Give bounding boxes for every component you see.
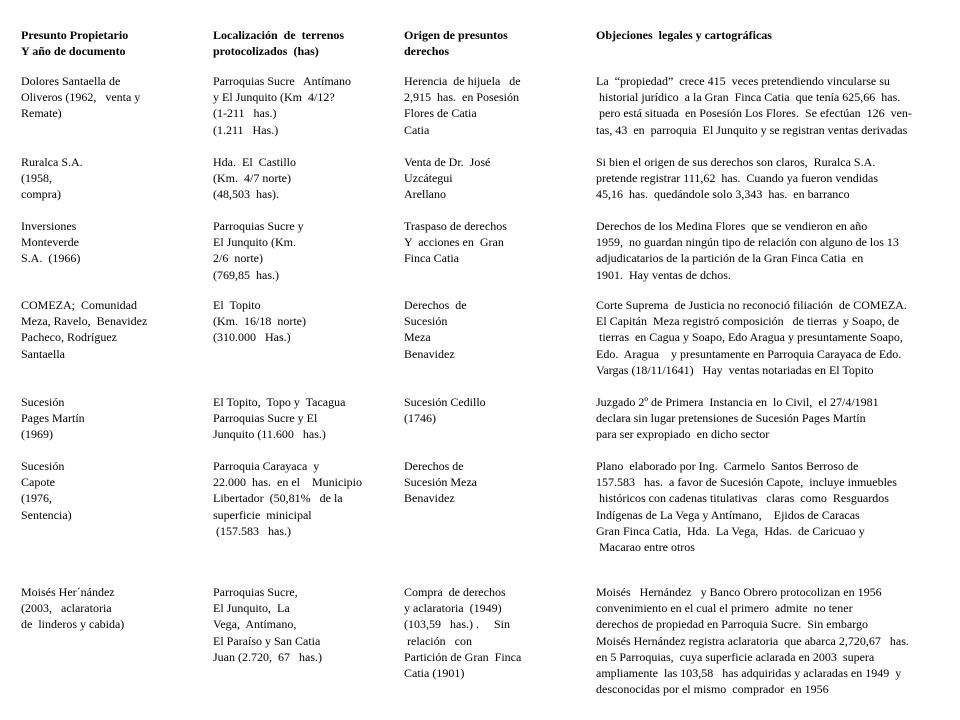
header-objections-line: Objeciones legales y cartográficas bbox=[596, 28, 772, 42]
row-7-owner-line: (2003, aclaratoria bbox=[21, 601, 112, 616]
row-1-location-line: (1-211 has.) bbox=[213, 106, 277, 121]
row-4-origin-line: Meza bbox=[404, 330, 431, 345]
row-1-objections-line: historial jurídico a la Gran Finca Catia que tenía 625,66 has. bbox=[596, 90, 901, 105]
row-2-owner-line: compra) bbox=[21, 187, 61, 202]
header-location-line: protocolizados (has) bbox=[213, 44, 319, 59]
header-location bbox=[213, 27, 393, 59]
row-2-objections bbox=[596, 154, 951, 203]
row-4-origin-line: Benavidez bbox=[404, 346, 455, 361]
row-4-objections-line: Vargas (18/11/1641) Hay ventas notariadas en El Topito bbox=[596, 362, 874, 377]
row-3-objections-line: Derechos de los Medina Flores que se vendieron en año bbox=[596, 219, 868, 233]
row-1-objections-line: La “propiedad” crece 415 veces pretendiendo vincularse su bbox=[596, 74, 890, 88]
header-owner-line: Presunto Propietario bbox=[21, 28, 129, 42]
row-6-objections-line: Indígenas de La Vega y Antímano, Ejidos de Caracas bbox=[596, 507, 860, 522]
row-3-objections bbox=[596, 218, 951, 283]
row-7-origin-line: Catia (1901) bbox=[404, 665, 465, 680]
row-1-owner-line: Oliveros (1962, venta y bbox=[21, 90, 141, 105]
row-5-owner-line: Sucesión bbox=[21, 395, 65, 409]
row-4-owner bbox=[21, 297, 206, 362]
row-2-owner-line: Ruralca S.A. bbox=[21, 155, 83, 169]
header-origin-line: Origen de presuntos bbox=[404, 28, 508, 42]
row-6-owner bbox=[21, 458, 206, 523]
row-1-objections-line: tas, 43 en parroquia El Junquito y se registran ventas derivadas bbox=[596, 122, 908, 137]
row-5-objections-line: Juzgado 2º de Primera Instancia en lo Civil, el 27/4/1981 bbox=[596, 395, 879, 409]
row-4-owner-line: Santaella bbox=[21, 346, 65, 361]
row-2-origin-line: Venta de Dr. José bbox=[404, 155, 491, 169]
row-7-location-line: Juan (2.720, 67 has.) bbox=[213, 649, 322, 664]
row-4-objections-line: tierras en Cagua y Soapo, Edo Aragua y presuntamente Soapo, bbox=[596, 330, 903, 345]
header-objections bbox=[596, 27, 951, 43]
row-4-objections bbox=[596, 297, 951, 378]
row-7-origin-line: (103,59 has.) . Sin bbox=[404, 617, 510, 632]
row-5-objections-line: para ser expropiado en dicho sector bbox=[596, 427, 770, 442]
row-1-location-line: Parroquias Sucre Antímano bbox=[213, 74, 351, 88]
row-6-location-line: superficie minicipal bbox=[213, 507, 312, 522]
row-7-location-line: Parroquias Sucre, bbox=[213, 585, 298, 599]
row-7-origin-line: Compra de derechos bbox=[404, 585, 506, 599]
row-5-origin-line: (1746) bbox=[404, 411, 436, 426]
row-7-objections-line: derechos de propiedad en Parroquia Sucre. Sin embargo bbox=[596, 617, 869, 632]
row-5-owner bbox=[21, 394, 206, 443]
row-3-location-line: El Junquito (Km. bbox=[213, 235, 296, 250]
row-6-location-line: 22.000 has. en el Municipio bbox=[213, 475, 362, 490]
row-1-owner-line: Dolores Santaella de bbox=[21, 74, 121, 88]
row-3-objections-line: adjudicatarios de la partición de la Gran Finca Catia en bbox=[596, 251, 864, 266]
row-5-objections bbox=[596, 394, 951, 443]
row-6-objections-line: históricos con cadenas titulativas claras como Resguardos bbox=[596, 491, 889, 506]
row-2-origin bbox=[404, 154, 589, 203]
row-6-objections bbox=[596, 458, 951, 555]
row-4-owner-line: COMEZA; Comunidad bbox=[21, 298, 137, 312]
row-6-location-line: Parroquia Carayaca y bbox=[213, 459, 320, 473]
row-6-owner-line: Sucesión bbox=[21, 459, 65, 473]
row-6-location-line: (157.583 has.) bbox=[213, 523, 291, 538]
row-1-objections bbox=[596, 73, 951, 138]
row-5-location bbox=[213, 394, 393, 443]
row-6-location-line: Libertador (50,81% de la bbox=[213, 491, 343, 506]
row-2-origin-line: Arellano bbox=[404, 187, 446, 202]
row-1-objections-line: pero está situada en Posesión Los Flores. Se efectúan 126 ven- bbox=[596, 106, 912, 121]
row-7-location-line: El Junquito, La bbox=[213, 601, 290, 616]
row-7-objections-line: convenimiento en el cual el primero admite no tener bbox=[596, 601, 853, 616]
row-7-objections-line: ampliamente las 103,58 has adquiridas y aclaradas en 1949 y bbox=[596, 665, 902, 680]
row-1-location bbox=[213, 73, 393, 138]
row-5-location-line: El Topito, Topo y Tacagua bbox=[213, 395, 346, 409]
row-2-origin-line: Uzcátegui bbox=[404, 171, 453, 186]
row-1-location-line: (1.211 Has.) bbox=[213, 122, 279, 137]
row-2-objections-line: pretende registrar 111,62 has. Cuando ya fueron vendidas bbox=[596, 171, 879, 186]
row-6-objections-line: 157.583 has. a favor de Sucesión Capote, incluye inmuebles bbox=[596, 475, 897, 490]
row-2-location-line: (48,503 has). bbox=[213, 187, 279, 202]
row-3-objections-line: 1901. Hay ventas de dchos. bbox=[596, 267, 731, 282]
row-5-origin-line: Sucesión Cedillo bbox=[404, 395, 486, 409]
row-3-origin-line: Traspaso de derechos bbox=[404, 219, 507, 233]
row-6-location bbox=[213, 458, 393, 539]
row-7-location bbox=[213, 584, 393, 665]
row-3-location-line: (769,85 has.) bbox=[213, 267, 279, 282]
row-7-objections-line: desconocidas por el mismo comprador en 1956 bbox=[596, 682, 829, 697]
row-4-owner-line: Meza, Ravelo, Benavidez bbox=[21, 314, 148, 329]
row-1-location-line: y El Junquito (Km 4/12? bbox=[213, 90, 335, 105]
row-2-owner bbox=[21, 154, 206, 203]
row-4-location bbox=[213, 297, 393, 346]
row-4-location-line: El Topito bbox=[213, 298, 261, 312]
row-5-objections-line: declara sin lugar pretensiones de Sucesión Pages Martín bbox=[596, 411, 866, 426]
row-1-origin-line: Flores de Catia bbox=[404, 106, 477, 121]
row-4-objections-line: Corte Suprema de Justicia no reconoció filiación de COMEZA. bbox=[596, 298, 907, 312]
row-7-objections-line: Moisés Hernández registra aclaratoria que abarca 2,720,67 has. bbox=[596, 633, 909, 648]
row-7-owner-line: Moisés Her´nández bbox=[21, 585, 115, 599]
row-4-objections-line: Edo. Aragua y presuntamente en Parroquia Carayaca de Edo. bbox=[596, 346, 902, 361]
row-4-objections-line: El Capitán Meza registró composición de tierras y Soapo, de bbox=[596, 314, 900, 329]
row-3-origin-line: Y acciones en Gran bbox=[404, 235, 504, 250]
row-3-location-line: 2/6 norte) bbox=[213, 251, 263, 266]
row-5-origin bbox=[404, 394, 589, 426]
row-7-origin-line: relación con bbox=[404, 633, 472, 648]
row-2-owner-line: (1958, bbox=[21, 171, 52, 186]
row-1-owner-line: Remate) bbox=[21, 106, 62, 121]
row-6-origin-line: Benavidez bbox=[404, 491, 455, 506]
row-7-origin-line: Partición de Gran Finca bbox=[404, 649, 522, 664]
row-4-origin bbox=[404, 297, 589, 362]
row-3-owner-line: Inversiones bbox=[21, 219, 77, 233]
row-6-origin-line: Sucesión Meza bbox=[404, 475, 477, 490]
row-5-owner-line: Pages Martín bbox=[21, 411, 85, 426]
row-7-location-line: Vega, Antímano, bbox=[213, 617, 297, 632]
row-4-location-line: (310.000 Has.) bbox=[213, 330, 291, 345]
row-3-origin bbox=[404, 218, 589, 267]
row-6-objections-line: Plano elaborado por Ing. Carmelo Santos Berroso de bbox=[596, 459, 859, 473]
row-4-origin-line: Derechos de bbox=[404, 298, 467, 312]
header-origin-line: derechos bbox=[404, 44, 450, 59]
row-1-origin bbox=[404, 73, 589, 138]
row-3-origin-line: Finca Catia bbox=[404, 251, 459, 266]
row-3-owner-line: Monteverde bbox=[21, 235, 79, 250]
header-origin bbox=[404, 27, 589, 59]
row-6-owner-line: Capote bbox=[21, 475, 55, 490]
row-7-owner bbox=[21, 584, 206, 633]
row-7-objections bbox=[596, 584, 951, 697]
row-6-origin-line: Derechos de bbox=[404, 459, 464, 473]
row-3-owner-line: S.A. (1966) bbox=[21, 251, 81, 266]
row-2-location-line: (Km. 4/7 norte) bbox=[213, 171, 291, 186]
row-3-location bbox=[213, 218, 393, 283]
row-7-location-line: El Paraíso y San Catia bbox=[213, 633, 321, 648]
row-4-location-line: (Km. 16/18 norte) bbox=[213, 314, 306, 329]
row-4-owner-line: Pacheco, Rodríguez bbox=[21, 330, 117, 345]
row-7-objections-line: en 5 Parroquias, cuya superficie aclarada en 2003 supera bbox=[596, 649, 875, 664]
row-2-location-line: Hda. El Castillo bbox=[213, 155, 296, 169]
row-6-origin bbox=[404, 458, 589, 507]
row-5-owner-line: (1969) bbox=[21, 427, 53, 442]
row-7-objections-line: Moisés Hernández y Banco Obrero protocolizan en 1956 bbox=[596, 585, 882, 599]
row-7-origin-line: y aclaratoria (1949) bbox=[404, 601, 502, 616]
row-1-owner bbox=[21, 73, 206, 122]
row-2-location bbox=[213, 154, 393, 203]
header-owner-line: Y año de documento bbox=[21, 44, 126, 59]
header-location-line: Localización de terrenos bbox=[213, 28, 345, 42]
row-3-location-line: Parroquias Sucre y bbox=[213, 219, 304, 233]
row-7-owner-line: de linderos y cabida) bbox=[21, 617, 125, 632]
row-6-objections-line: Macarao entre otros bbox=[596, 539, 695, 554]
row-5-location-line: Junquito (11.600 has.) bbox=[213, 427, 326, 442]
row-2-objections-line: Si bien el origen de sus derechos son claros, Ruralca S.A. bbox=[596, 155, 876, 169]
header-owner bbox=[21, 27, 206, 59]
row-1-origin-line: Herencia de hijuela de bbox=[404, 74, 521, 88]
row-7-origin bbox=[404, 584, 589, 681]
row-1-origin-line: 2,915 has. en Posesión bbox=[404, 90, 519, 105]
row-5-location-line: Parroquias Sucre y El bbox=[213, 411, 318, 426]
row-2-objections-line: 45,16 has. quedándole solo 3,343 has. en barranco bbox=[596, 187, 850, 202]
row-3-owner bbox=[21, 218, 206, 267]
row-4-origin-line: Sucesión bbox=[404, 314, 448, 329]
row-6-objections-line: Gran Finca Catia, Hda. La Vega, Hdas. de Caricuao y bbox=[596, 523, 865, 538]
row-3-objections-line: 1959, no guardan ningún tipo de relación con alguno de los 13 bbox=[596, 235, 899, 250]
row-6-owner-line: (1976, bbox=[21, 491, 52, 506]
row-1-origin-line: Catia bbox=[404, 122, 430, 137]
row-6-owner-line: Sentencia) bbox=[21, 507, 72, 522]
